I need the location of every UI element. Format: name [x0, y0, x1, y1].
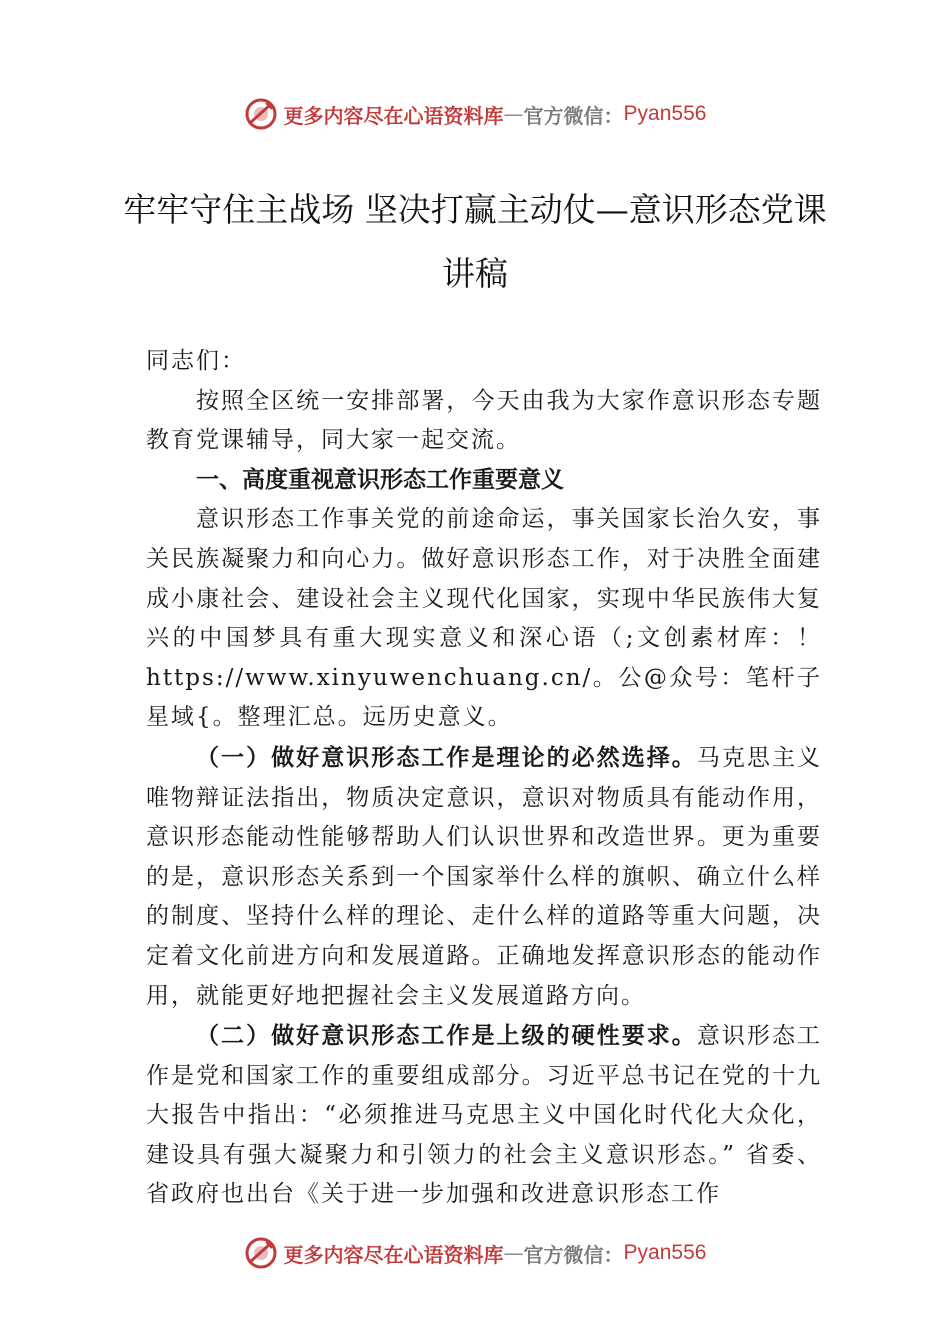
red-seal-logo-icon	[244, 1236, 278, 1270]
section-paragraph: 意识形态工作事关党的前途命运，事关国家长治久安，事关民族凝聚力和向心力。做好意识形态工作，对于决胜全面建成小康社会、建设社会主义现代化国家，实现中华民族伟大复兴的中国梦具有重大现实意义和深心语（;文创素材库：！https://www.xinyuwenchuang.cn/。公@众号：笔杆子星域{。整理汇总。远历史意义。	[146, 506, 822, 731]
point-one-body: 马克思主义唯物辩证法指出，物质决定意识，意识对物质具有能动作用，意识形态能动性能够帮助人们认识世界和改造世界。更为重要的是，意识形态关系到一个国家举什么样的旗帜、确立什么样的制度、坚持什么样的理论、走什么样的道路等重大问题，决定着文化前进方向和发展道路。正确地发挥意识形态的能动作用，就能更好地把握社会主义发展道路方向。	[146, 744, 823, 1009]
banner-site-text: 更多内容尽在心语资料库	[283, 103, 504, 128]
banner-separator: —	[503, 1241, 524, 1265]
document-title: 牢牢守住主战场 坚决打赢主动仗—意识形态党课讲稿	[123, 190, 827, 293]
banner-wechat-id: Pyan556	[623, 102, 707, 125]
section-heading: 一、高度重视意识形态工作重要意义	[196, 466, 564, 493]
banner-separator: —	[503, 102, 524, 126]
banner-site-text: 更多内容尽在心语资料库	[283, 1242, 504, 1267]
point-two-body: 意识形态工作是党和国家工作的重要组成部分。习近平总书记在党的十九大报告中指出：“必须推进马克思主义中国化时代化大众化，建设具有强大凝聚力和引领力的社会主义意识形态。” 省委、省政府也出台《关于进一步加强和改进意识形态工作	[146, 1023, 823, 1208]
salutation: 同志们：	[146, 348, 246, 374]
banner-wechat-label: 官方微信：	[523, 103, 624, 128]
point-one-lead: （一）做好意识形态工作是理论的必然选择。	[196, 743, 697, 771]
banner-wechat-id: Pyan556	[623, 1241, 707, 1264]
point-two-paragraph	[146, 1016, 822, 1215]
banner-wechat-label: 官方微信：	[523, 1242, 624, 1267]
document-body	[146, 342, 822, 1215]
header-banner[interactable]	[0, 92, 950, 136]
footer-banner[interactable]	[0, 1231, 950, 1275]
point-two-lead: （二）做好意识形态工作是上级的硬性要求。	[196, 1022, 697, 1050]
red-seal-logo-icon	[244, 97, 278, 131]
intro-paragraph: 按照全区统一安排部署，今天由我为大家作意识形态专题教育党课辅导，同大家一起交流。	[146, 387, 822, 454]
point-one-paragraph	[146, 738, 822, 1016]
